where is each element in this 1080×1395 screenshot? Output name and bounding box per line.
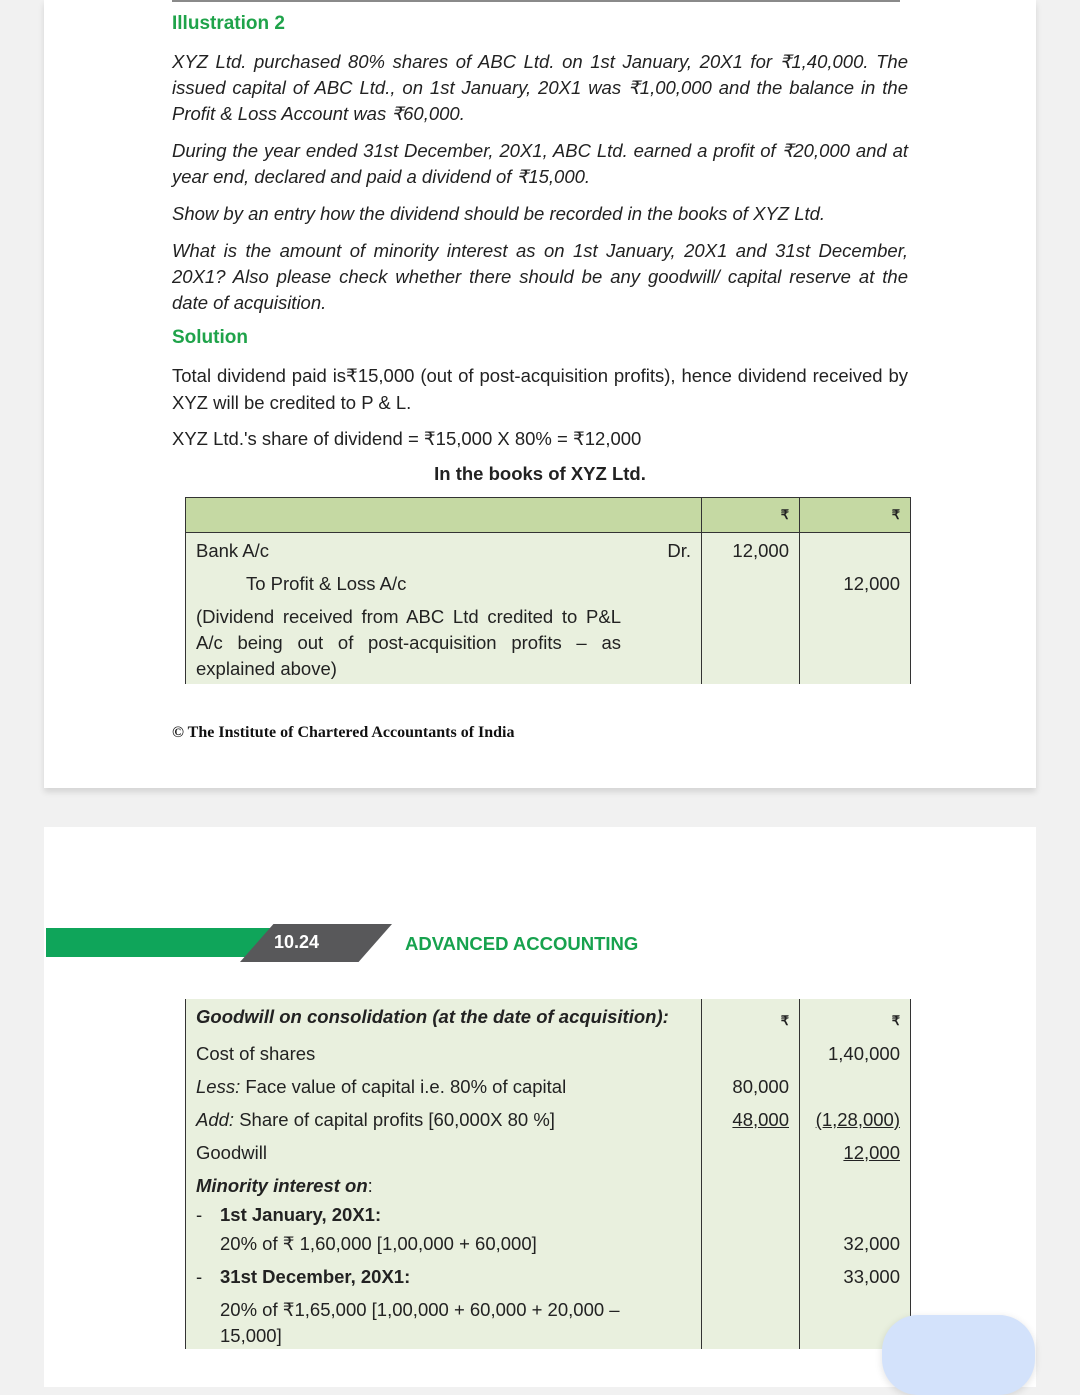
question-paragraph: XYZ Ltd. purchased 80% shares of ABC Ltd. on 1st January, 20X1 for ₹1,40,000. The issued capital of ABC Ltd., on 1st January, 20X1 was ₹1,00,000 and the balance in the Profit & Loss Account was ₹60,000. (172, 51, 908, 124)
table-row (186, 1290, 911, 1349)
table-row (186, 999, 911, 1034)
credit-account: To Profit & Loss A/c (246, 573, 407, 594)
table-row (186, 1100, 911, 1133)
page-number: 10.24 (274, 932, 320, 952)
books-title: In the books of XYZ Ltd. (434, 463, 646, 484)
rupee-icon: ₹ (780, 1013, 789, 1028)
table-row (186, 1166, 911, 1199)
question-paragraph: During the year ended 31st December, 20X1, ABC Ltd. earned a profit of ₹20,000 and at year end, declared and paid a dividend of ₹15,000. (172, 140, 908, 187)
debit-account: Bank A/c (196, 540, 270, 561)
copyright-footer: © The Institute of Chartered Accountants of India (172, 724, 515, 741)
bullet-dash: - (196, 1266, 203, 1287)
row-label: Face value of capital i.e. 80% of capital (240, 1076, 567, 1097)
previous-table-bottom-rule (172, 0, 900, 2)
credit-amount: 12,000 (800, 564, 911, 597)
minority-heading: Minority interest on (196, 1175, 368, 1196)
table-header-row (186, 498, 911, 533)
minority-calc: 20% of ₹1,65,000 [1,00,000 + 60,000 + 20,000 – 15,000] (220, 1299, 620, 1346)
rupee-icon: ₹ (891, 1013, 900, 1028)
row-amount: (1,28,000) (815, 1109, 900, 1130)
table-row (186, 1034, 911, 1067)
table-row (186, 1199, 911, 1228)
header-currency (800, 498, 911, 533)
header-particulars (186, 498, 702, 533)
goodwill-minority-table (185, 999, 911, 1349)
illustration-heading: Illustration 2 (172, 13, 285, 34)
row-label: Goodwill (196, 1142, 267, 1163)
row-amount: 48,000 (732, 1109, 789, 1130)
document-page-1 (44, 0, 1036, 788)
row-prefix: Less: (196, 1076, 241, 1097)
debit-amount: 12,000 (702, 533, 800, 565)
row-label: Share of capital profits [60,000X 80 %] (234, 1109, 555, 1130)
book-title: ADVANCED ACCOUNTING (405, 933, 639, 954)
minority-date: 1st January, 20X1: (220, 1204, 382, 1225)
row-amount: 80,000 (702, 1067, 800, 1100)
minority-amount: 32,000 (800, 1228, 911, 1257)
table-row (186, 564, 911, 597)
bullet-dash: - (196, 1204, 203, 1225)
dr-label: Dr. (667, 540, 691, 561)
rupee-icon: ₹ (891, 507, 900, 522)
table-row (186, 597, 911, 684)
table-row (186, 1067, 911, 1100)
table-row (186, 533, 911, 565)
row-prefix: Add: (196, 1109, 235, 1130)
question-block (172, 49, 908, 316)
minority-heading-colon: : (367, 1175, 373, 1196)
solution-paragraph: Total dividend paid is₹15,000 (out of post-acquisition profits), hence dividend received by XYZ will be credited to P & L. (172, 365, 908, 413)
question-paragraph: Show by an entry how the dividend should be recorded in the books of XYZ Ltd. (172, 203, 826, 224)
table-row (186, 1257, 911, 1290)
solution-heading: Solution (172, 327, 248, 348)
goodwill-heading: Goodwill on consolidation (at the date of acquisition): (196, 1006, 669, 1027)
row-amount: 1,40,000 (800, 1034, 911, 1067)
goodwill-amount: 12,000 (843, 1142, 900, 1163)
minority-date: 31st December, 20X1: (220, 1266, 411, 1287)
page-header-band (46, 924, 386, 958)
minority-calc: 20% of ₹ 1,60,000 [1,00,000 + 60,000] (220, 1233, 537, 1254)
row-label: Cost of shares (196, 1043, 316, 1064)
header-currency (702, 498, 800, 533)
floating-action-button[interactable] (882, 1315, 1035, 1395)
table-row (186, 1228, 911, 1257)
solution-paragraph: XYZ Ltd.'s share of dividend = ₹15,000 X 80% = ₹12,000 (172, 428, 642, 449)
solution-block (172, 362, 908, 452)
journal-entry-table (185, 497, 911, 684)
rupee-icon: ₹ (780, 507, 789, 522)
table-row (186, 1133, 911, 1166)
narration: (Dividend received from ABC Ltd credited to P&L A/c being out of post-acquisition profits – as explained above) (196, 606, 621, 679)
minority-amount: 33,000 (800, 1257, 911, 1290)
question-paragraph: What is the amount of minority interest as on 1st January, 20X1 and 31st December, 20X1? Also please check whether there should be any goodwill/ capital reserve at the date of acquisition. (172, 240, 908, 313)
